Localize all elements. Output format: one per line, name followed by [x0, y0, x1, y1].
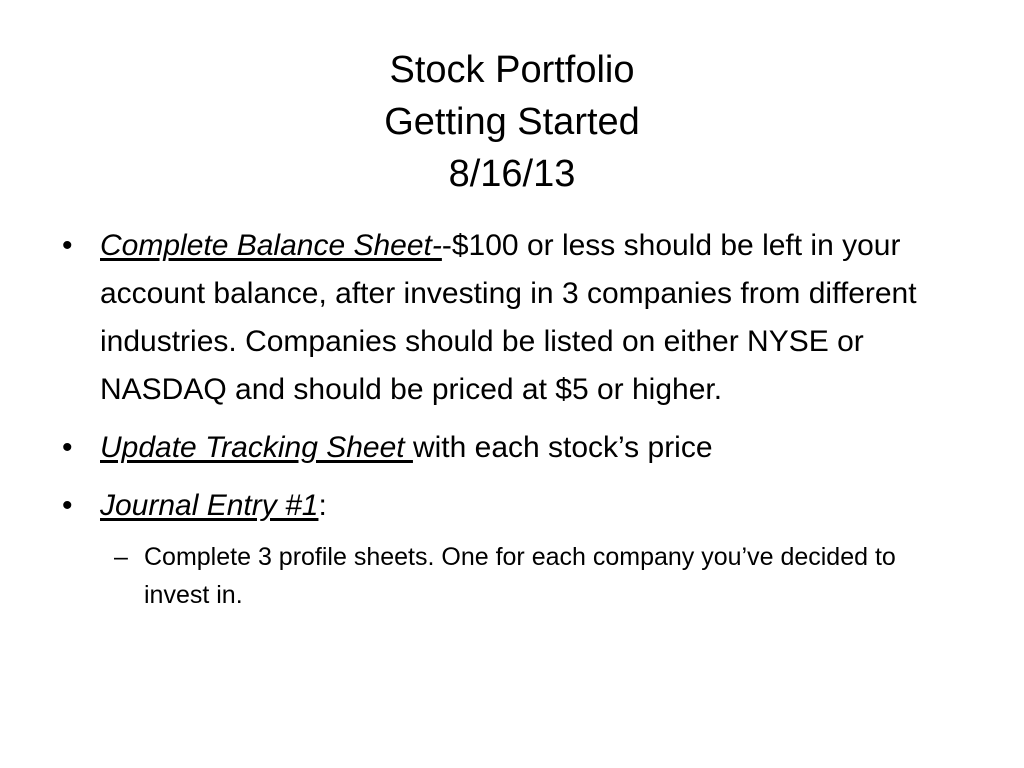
bullet-text: : [318, 489, 327, 522]
bullet-tracking-sheet [62, 424, 962, 472]
bullet-dot-icon: • [62, 431, 73, 464]
bullet-dot-icon: • [62, 229, 73, 262]
sub-bullet-text: Complete 3 profile sheets. One for each company you’ve decided to invest in. [144, 543, 896, 609]
title-line-2: Getting Started [384, 101, 640, 143]
slide-title [0, 44, 1024, 200]
sub-bullet-dash-icon: – [114, 543, 128, 571]
title-date: 8/16/13 [448, 153, 576, 195]
bullet-text: with each stock’s price [412, 431, 713, 464]
bullet-emphasis: Journal Entry #1 [100, 489, 319, 522]
sub-bullet-profile-sheets [114, 538, 962, 614]
bullet-text: -$100 or less should be left in your account balance, after investing in 3 companies from different industries. Companies should be listed on either NYSE or NASDAQ and should be priced at $5 or higher. [100, 229, 917, 406]
bullet-dot-icon: • [62, 489, 73, 522]
bullet-journal-entry [62, 482, 962, 530]
bullet-list [62, 222, 962, 614]
bullet-balance-sheet [62, 222, 962, 414]
title-line-1: Stock Portfolio [389, 49, 635, 91]
bullet-emphasis: Update Tracking Sheet [100, 431, 413, 464]
bullet-emphasis: Complete Balance Sheet- [100, 229, 442, 262]
